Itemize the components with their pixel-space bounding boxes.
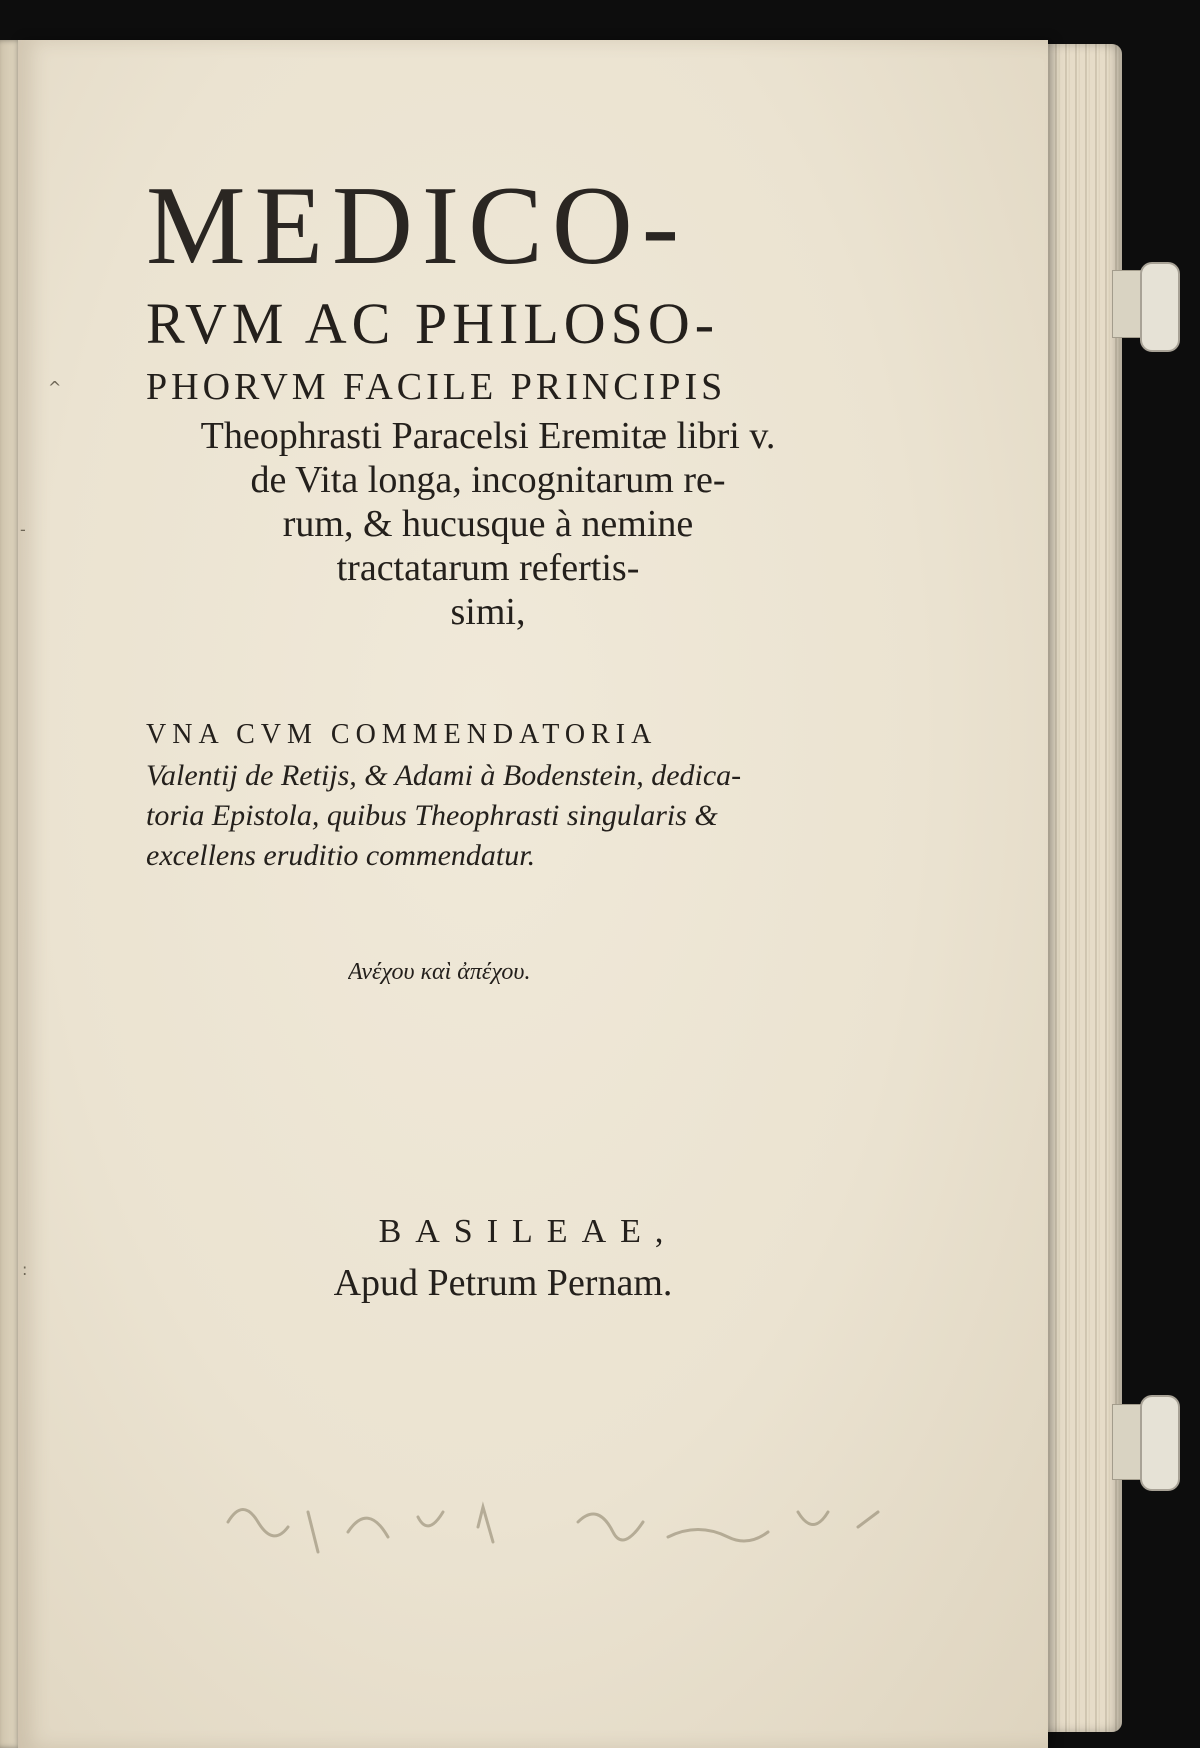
gutter-mark: ^ [48,378,62,397]
clasp-bottom [1140,1395,1180,1491]
greek-motto: Ανέχου καὶ ἀπέχου. [348,959,531,985]
commendatoria-line-1: Valentij de Retijs, & Adami à Bodenstein, dedica- [146,759,742,792]
spacer [128,990,848,1206]
body-line-2: de Vita longa, incognitarum re- [250,459,726,501]
imprint-printer: Apud Petrum Pernam. [333,1262,673,1304]
gutter-mark: - [20,520,26,539]
body-line-4: tractatarum refertis- [336,547,640,589]
spacer [128,634,848,714]
body-line-1: Theophrasti Paracelsi Eremitæ libri v. [200,415,776,457]
faded-manuscript-inscription [218,1482,918,1572]
commendatoria-line-2: toria Epistola, quibus Theophrasti singularis & [146,799,718,832]
clasp-top [1140,262,1180,352]
title-line-2: RVM AC PHILOSO- [146,291,720,356]
gutter-mark: : [22,1260,28,1279]
commendatoria-line-3: excellens eruditio commendatur. [146,839,536,872]
title-page [18,40,1048,1748]
imprint-place: BASILEAE, [378,1213,678,1250]
commendatoria-heading: VNA CVM COMMENDATORIA [146,719,658,750]
body-line-3: rum, & hucusque à nemine [282,503,694,545]
title-page-text [128,164,848,1308]
body-line-5: simi, [450,591,526,633]
title-line-3: PHORVM FACILE PRINCIPIS [146,366,727,408]
title-line-1: MEDICO- [146,164,689,288]
